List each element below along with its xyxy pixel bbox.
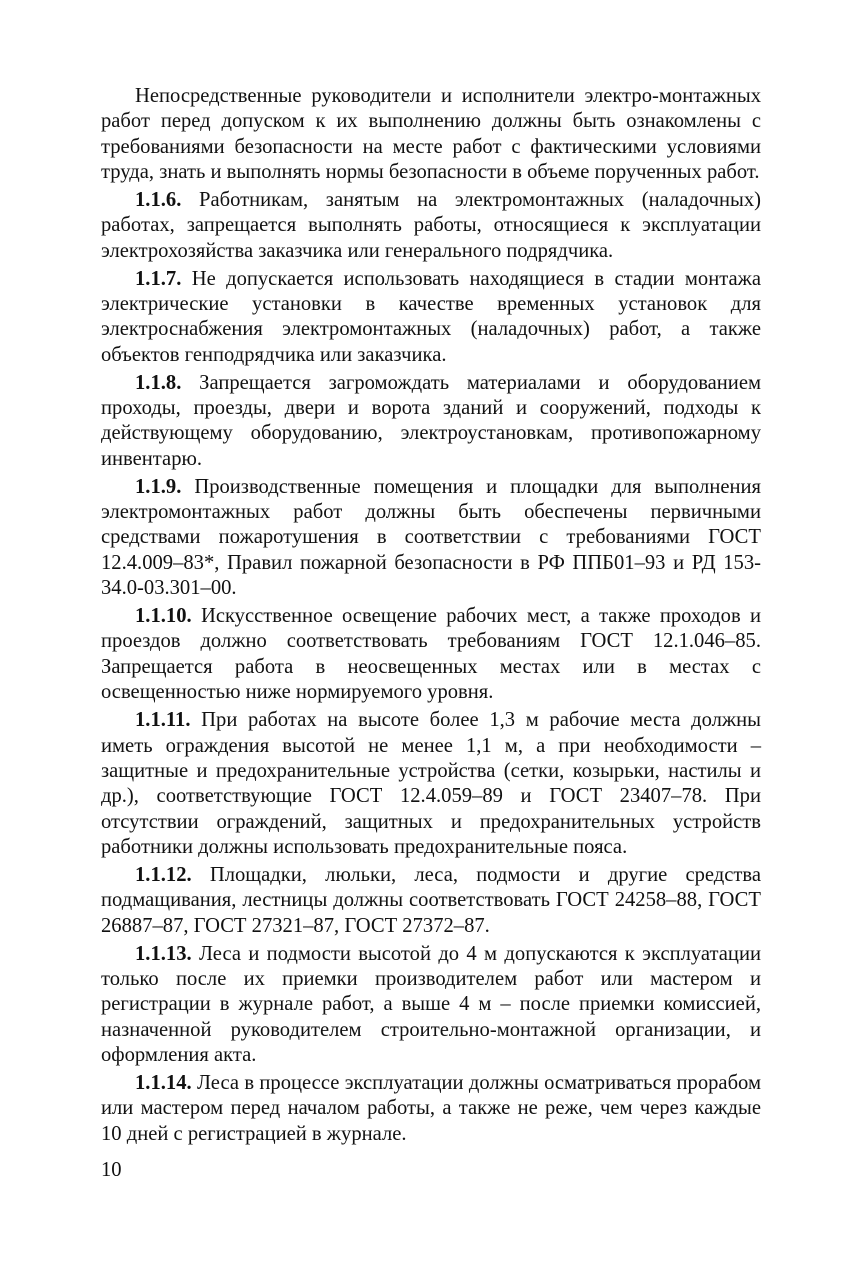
paragraph-number: 1.1.12.	[135, 863, 192, 886]
paragraph-text: Леса и подмости высотой до 4 м допускаются к эксплуатации только после их приемки производителем работ или мастером и регистрации в журнале работ, а выше 4 м – после приемки комиссией, назначенной руководителем строительно-монтажной организации, и оформления акта.	[101, 942, 761, 1067]
paragraph-number: 1.1.11.	[135, 709, 191, 732]
paragraph-number: 1.1.8.	[135, 371, 182, 394]
paragraph-text: Работникам, занятым на электромонтажных (наладочных) работах, запрещается выполнять работы, относящиеся к эксплуатации электрохозяйства заказчика или генерального подрядчика.	[101, 189, 761, 262]
paragraph-1-1-6	[101, 188, 761, 264]
document-body	[101, 84, 761, 1150]
paragraph-number: 1.1.14.	[135, 1071, 192, 1094]
paragraph-number: 1.1.7.	[135, 267, 182, 290]
paragraph-1-1-10	[101, 604, 761, 706]
paragraph-number: 1.1.10.	[135, 605, 192, 628]
paragraph-1-1-7	[101, 267, 761, 369]
page-number: 10	[101, 1159, 122, 1181]
paragraph-number: 1.1.6.	[135, 189, 182, 212]
paragraph-text: При работах на высоте более 1,3 м рабочие места должны иметь ограждения высотой не менее 1,1 м, а при необходимости – защитные и предохранительные устройства (сетки, козырьки, настилы и др.), соответствующие ГОСТ 12.4.059–89 и ГОСТ 23407–78. При отсутствии ограждений, защитных и предохранительных устройств работники должны использовать предохранительные пояса.	[101, 709, 761, 859]
paragraph-intro	[101, 84, 761, 186]
paragraph-text: Искусственное освещение рабочих мест, а также проходов и проездов должно соответствовать требованиям ГОСТ 12.1.046–85. Запрещается работа в неосвещенных местах или в местах с освещенностью ниже нормируемого уровня.	[101, 605, 761, 704]
paragraph-text: Не допускается использовать находящиеся в стадии монтажа электрические установки в качестве временных установок для электроснабжения электромонтажных (наладочных) работ, а также объектов генподрядчика или заказчика.	[101, 267, 761, 366]
paragraph-1-1-14	[101, 1071, 761, 1147]
paragraph-1-1-8	[101, 371, 761, 473]
paragraph-number: 1.1.9.	[135, 475, 182, 498]
paragraph-number: 1.1.13.	[135, 942, 192, 965]
paragraph-text: Производственные помещения и площадки для выполнения электромонтажных работ должны быть обеспечены первичными средствами пожаротушения в соответствии с требованиями ГОСТ 12.4.009–83*, Правил пожарной безопасности в РФ ППБ01–93 и РД 153-34.0-03.301–00.	[101, 475, 761, 600]
paragraph-1-1-11	[101, 708, 761, 860]
paragraph-1-1-9	[101, 475, 761, 602]
paragraph-1-1-12	[101, 863, 761, 939]
paragraph-text: Леса в процессе эксплуатации должны осматриваться прорабом или мастером перед началом работы, а также не реже, чем через каждые 10 дней с регистрацией в журнале.	[101, 1071, 761, 1145]
paragraph-1-1-13	[101, 942, 761, 1069]
paragraph-text: Непосредственные руководители и исполнители электро-монтажных работ перед допуском к их выполнению должны быть ознакомлены с требованиями безопасности на месте работ с фактическими условиями труда, знать и выполнять нормы безопасности в объеме порученных работ.	[101, 85, 761, 184]
paragraph-text: Площадки, люльки, леса, подмости и другие средства подмащивания, лестницы должны соответствовать ГОСТ 24258–88, ГОСТ 26887–87, ГОСТ 27321–87, ГОСТ 27372–87.	[101, 863, 761, 937]
paragraph-text: Запрещается загромождать материалами и оборудованием проходы, проезды, двери и ворота зданий и сооружений, подходы к действующему оборудованию, электроустановкам, противопожарному инвентарю.	[101, 371, 761, 470]
